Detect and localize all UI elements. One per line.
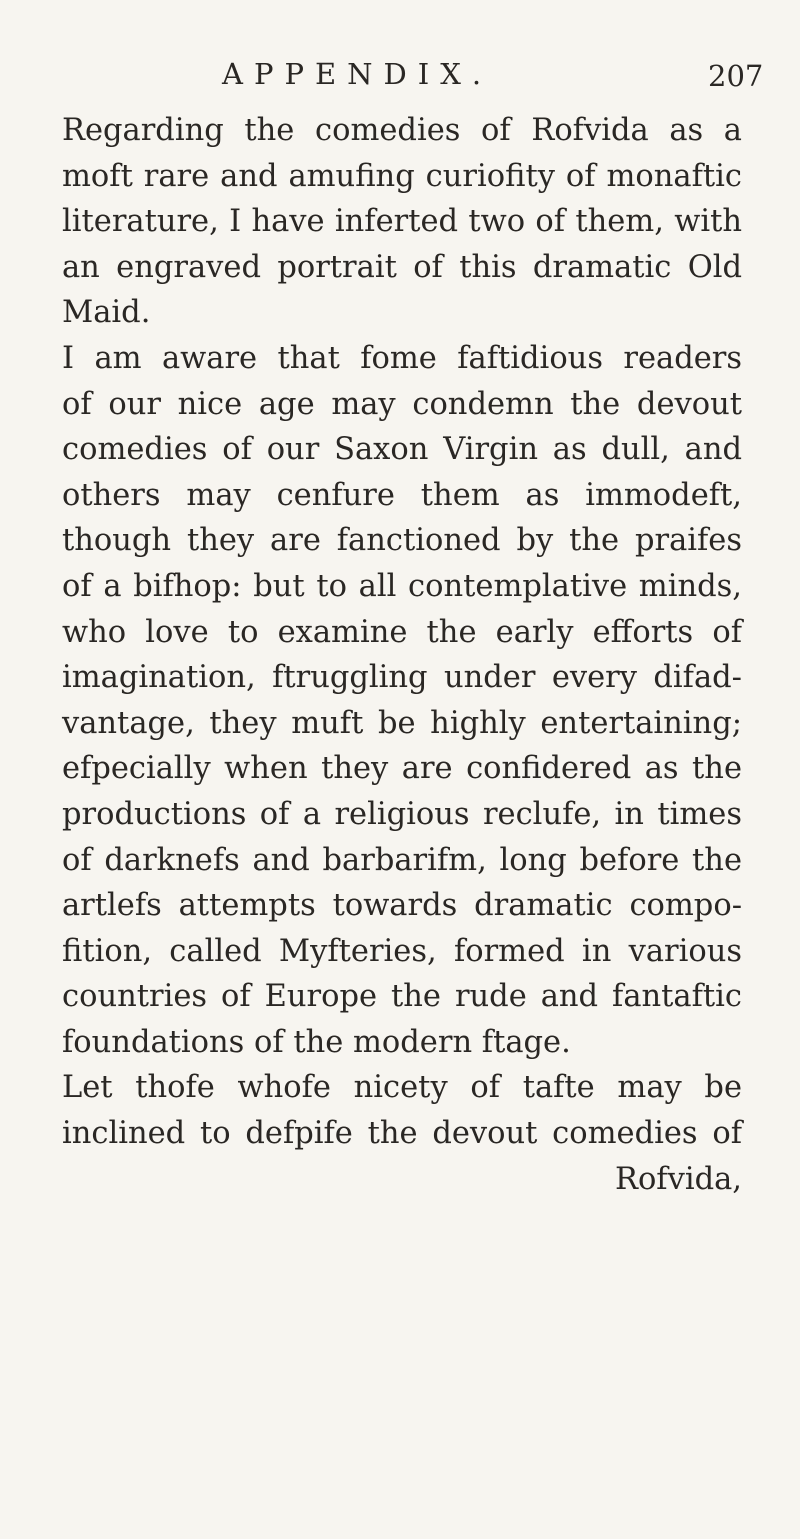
text-line: imagination, ftruggling under every difad-	[62, 660, 742, 696]
text-line: others may cenfure them as immodeft,	[62, 477, 742, 513]
text-line: productions of a religious reclufe, in times	[62, 796, 742, 832]
text-line: Maid.	[62, 295, 151, 331]
text-line: I am aware that fome faftidious readers	[62, 340, 742, 376]
text-line: literature, I have inferted two of them, with	[62, 204, 742, 240]
text-line: comedies of our Saxon Virgin as dull, and	[62, 432, 742, 468]
text-line: who love to examine the early efforts of	[62, 614, 742, 650]
text-line: an engraved portrait of this dramatic Old	[62, 249, 742, 285]
text-line: foundations of the modern ftage.	[62, 1024, 571, 1060]
text-line: moft rare and amufing curiofity of monaftic	[62, 158, 742, 194]
body-text	[62, 108, 742, 1202]
text-line: Regarding the comedies of Rofvida as a	[62, 113, 742, 148]
text-line: of our nice age may condemn the devout	[62, 386, 742, 422]
text-line: countries of Europe the rude and fantaftic	[62, 979, 742, 1015]
text-line: Let thofe whofe nicety of tafte may be	[62, 1070, 742, 1106]
text-line: efpecially when they are confidered as the	[62, 751, 742, 787]
page-number: 207	[708, 59, 764, 93]
catchword: Rofvida,	[614, 1161, 742, 1197]
text-line: of darknefs and barbarifm, long before the	[62, 842, 742, 878]
text-line: vantage, they muft be highly entertaining;	[62, 705, 742, 741]
running-head: APPENDIX.	[222, 57, 493, 91]
text-line: though they are fanctioned by the praifes	[62, 523, 742, 559]
text-line: inclined to defpife the devout comedies of	[62, 1116, 742, 1152]
text-line: of a bifhop: but to all contemplative minds,	[62, 568, 742, 604]
text-line: artlefs attempts towards dramatic compo-	[62, 888, 742, 924]
text-line: fition, called Myfteries, formed in various	[62, 933, 742, 969]
